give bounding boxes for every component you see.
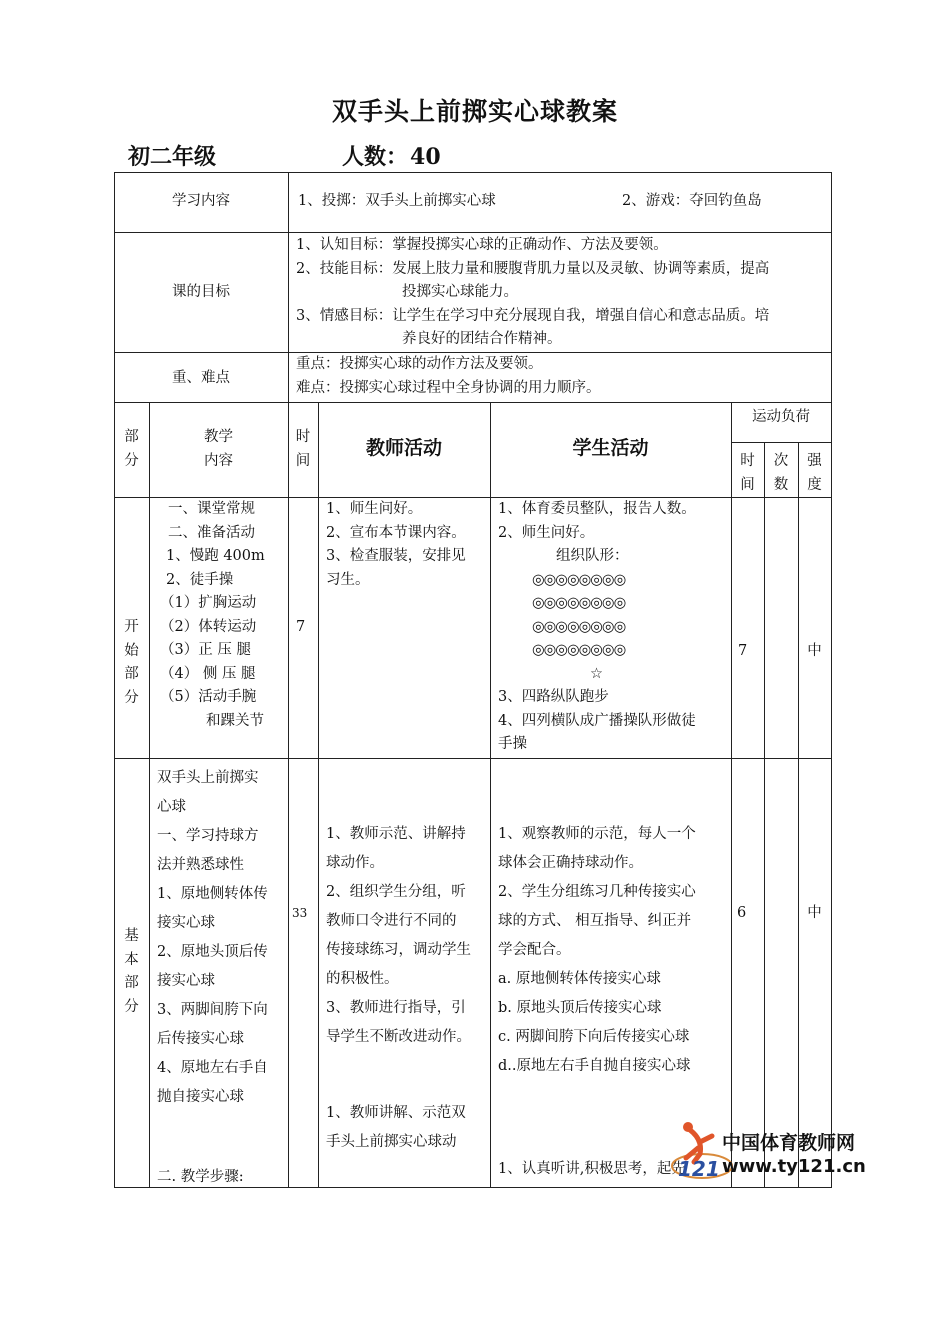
header-content: 教学 内容 bbox=[204, 429, 233, 469]
formation-row: ◎◎◎◎◎◎◎◎ bbox=[532, 595, 626, 611]
student-count bbox=[340, 140, 441, 171]
basic-student: 1、观察教师的示范，每人一个 球体会正确持球动作。 2、学生分组练习几种传接实心 球的方式、 相互指导、纠正并 学会配合。 a. 原地侧转体传接实心球 b. 原地头顶后传接实心球 c. 两脚间胯下向后传接实心球 d..原地左右手自抛自接实心球 1、认真听讲,积极思考，起先 bbox=[498, 826, 696, 1177]
key-label: 重、难点 bbox=[172, 370, 230, 386]
header-teacher: 教师活动 bbox=[365, 437, 442, 459]
goal-line: 投掷实心球能力。 bbox=[402, 284, 518, 300]
header-load-count: 次 数 bbox=[773, 453, 789, 493]
goal-line: 2、技能目标：发展上肢力量和腰腹背肌力量以及灵敏、协调等素质，提高 bbox=[296, 260, 770, 277]
goal-line: 养良好的团结合作精神。 bbox=[402, 331, 562, 347]
start-teacher: 1、师生问好。 2、宣布本节课内容。 3、检查服装，安排见 习生。 bbox=[326, 501, 466, 588]
header-load-intensity: 强 度 bbox=[807, 453, 822, 493]
header-time: 时 间 bbox=[295, 429, 311, 469]
formation-row: ◎◎◎◎◎◎◎◎ bbox=[532, 642, 626, 658]
key-text bbox=[296, 353, 828, 400]
header-student: 学生活动 bbox=[572, 437, 649, 459]
key-line: 重点：投掷实心球的动作方法及要领。 bbox=[296, 356, 543, 372]
header-load: 运动负荷 bbox=[752, 409, 810, 425]
basic-load-time: 6 bbox=[737, 905, 747, 921]
start-time: 7 bbox=[296, 619, 306, 635]
goal-line: 3、情感目标：让学生在学习中充分展现自我，增强自信心和意志品质。培 bbox=[296, 307, 770, 324]
start-load-time: 7 bbox=[738, 643, 748, 659]
basic-time: 33 bbox=[292, 906, 308, 920]
formation-row: ◎◎◎◎◎◎◎◎ bbox=[532, 618, 626, 635]
start-load-intensity: 中 bbox=[807, 643, 822, 659]
start-part: 开 始 部 分 bbox=[124, 619, 139, 706]
basic-teacher: 1、教师示范、讲解持 球动作。 2、组织学生分组，听 教师口令进行不同的 传接球练习，调动学生 的积极性。 3、教师进行指导，引 导学生不断改进动作。 1、教师讲解、示范双 手头上前掷实心球动 bbox=[326, 826, 471, 1150]
content-label: 学习内容 bbox=[172, 193, 230, 209]
key-line: 难点：投掷实心球过程中全身协调的用力顺序。 bbox=[296, 379, 601, 396]
count-value: 40 bbox=[410, 144, 441, 170]
start-student: 1、体育委员整队，报告人数。 2、师生问好。 组织队形： ◎◎◎◎◎◎◎◎ ◎◎◎◎◎◎◎◎ ◎◎◎◎◎◎◎◎ ◎◎◎◎◎◎◎◎ ☆ 3、四路纵队跑步 4、四列横队成广播操队形做徒 手操 bbox=[498, 498, 730, 757]
goal-text bbox=[296, 234, 828, 352]
basic-part: 基 本 部 分 bbox=[124, 928, 139, 1015]
svg-text:121: 121 bbox=[678, 1157, 720, 1181]
goal-label: 课的目标 bbox=[172, 284, 230, 300]
content-item-1: 1、投掷：双手头上前掷实心球 bbox=[298, 193, 496, 209]
formation-row: ◎◎◎◎◎◎◎◎ bbox=[532, 571, 626, 588]
header-load-time: 时 间 bbox=[740, 453, 755, 493]
start-content: 一、课堂常规 二、准备活动 1、慢跑 400m 2、徒手操 （1）扩胸运动 （2）体转运动 （3）正 压 腿 （4） 侧 压 腿 （5）活动手腕 和踝关节 bbox=[160, 501, 265, 729]
header-part: 部 分 bbox=[124, 429, 139, 469]
site-url: www.ty121.cn bbox=[722, 1156, 866, 1177]
basic-content: 双手头上前掷实 心球 一、学习持球方 法并熟悉球性 1、原地侧转体传 接实心球 2、原地头顶后传 接实心球 3、两脚间胯下向 后传接实心球 4、原地左右手自 抛自接实心球 二. 教学步骤: bbox=[157, 770, 268, 1185]
goal-line: 1、认知目标：掌握投掷实心球的正确动作、方法及要领。 bbox=[296, 237, 668, 253]
content-item-2: 2、游戏：夺回钓鱼岛 bbox=[622, 193, 762, 209]
teacher-position-star: ☆ bbox=[590, 665, 603, 682]
page-title: 双手头上前掷实心球教案 bbox=[331, 97, 618, 126]
basic-load-intensity: 中 bbox=[807, 905, 822, 921]
grade-label: 初二年级 bbox=[128, 144, 217, 170]
count-label: 人数： bbox=[342, 144, 409, 170]
site-name: 中国体育教师网 bbox=[722, 1132, 856, 1154]
